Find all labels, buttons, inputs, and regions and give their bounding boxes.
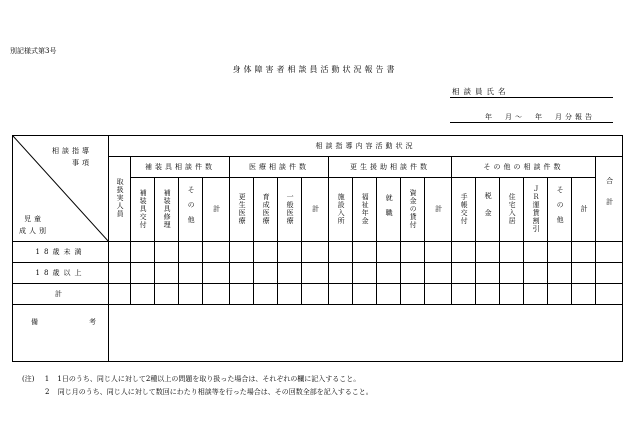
data-cell[interactable] bbox=[179, 284, 203, 305]
col-label: 税金 bbox=[484, 191, 493, 226]
data-cell[interactable] bbox=[377, 242, 401, 263]
data-cell[interactable] bbox=[329, 284, 353, 305]
note-1 bbox=[22, 374, 360, 384]
data-cell[interactable] bbox=[109, 263, 131, 284]
data-cell[interactable] bbox=[425, 263, 452, 284]
data-cell[interactable] bbox=[425, 284, 452, 305]
table-row-18-and-over bbox=[13, 263, 623, 284]
data-cell[interactable] bbox=[377, 284, 401, 305]
row-label-under-18: 18歳未満 bbox=[13, 242, 109, 263]
col-takeover-label: 取扱実人員 bbox=[116, 178, 125, 218]
col-label: 補装具修理 bbox=[163, 188, 172, 229]
counselor-name-label: 相談員氏名 bbox=[452, 87, 510, 96]
table-row-under-18 bbox=[13, 242, 623, 263]
table-row-total bbox=[13, 284, 623, 305]
data-cell[interactable] bbox=[572, 242, 596, 263]
data-cell[interactable] bbox=[353, 263, 377, 284]
col-label: 計 bbox=[580, 204, 589, 213]
data-cell[interactable] bbox=[548, 284, 572, 305]
data-cell[interactable] bbox=[278, 263, 302, 284]
data-cell[interactable] bbox=[203, 284, 230, 305]
data-cell[interactable] bbox=[109, 284, 131, 305]
col-header bbox=[278, 178, 302, 242]
col-header bbox=[500, 178, 524, 242]
data-cell[interactable] bbox=[179, 263, 203, 284]
data-cell[interactable] bbox=[278, 284, 302, 305]
note-2-number: 2 bbox=[45, 388, 50, 396]
data-cell[interactable] bbox=[109, 242, 131, 263]
data-cell[interactable] bbox=[401, 263, 425, 284]
data-cell[interactable] bbox=[452, 284, 476, 305]
data-cell[interactable] bbox=[500, 284, 524, 305]
col-header bbox=[476, 178, 500, 242]
data-cell[interactable] bbox=[596, 242, 623, 263]
data-cell[interactable] bbox=[476, 263, 500, 284]
col-label: 就職 bbox=[385, 193, 394, 224]
col-header bbox=[401, 178, 425, 242]
data-cell[interactable] bbox=[524, 263, 548, 284]
col-header bbox=[572, 178, 596, 242]
data-cell[interactable] bbox=[548, 263, 572, 284]
main-header-cell: 相談指導内容活動状況 bbox=[109, 136, 623, 157]
col-header bbox=[329, 178, 353, 242]
data-cell[interactable] bbox=[203, 263, 230, 284]
data-cell[interactable] bbox=[401, 242, 425, 263]
data-cell[interactable] bbox=[155, 263, 179, 284]
form-number: 別記様式第3号 bbox=[10, 47, 57, 55]
col-label: 資金の貸付 bbox=[409, 188, 418, 229]
remarks-label-2: 考 bbox=[89, 318, 96, 326]
data-cell[interactable] bbox=[452, 263, 476, 284]
col-label: その他 bbox=[556, 186, 565, 231]
col-header bbox=[131, 178, 155, 242]
data-cell[interactable] bbox=[131, 242, 155, 263]
col-label: ＪＲ運賃割引 bbox=[532, 184, 541, 233]
group-rehab-support-header: 更生援助相談件数 bbox=[329, 157, 452, 178]
corner-top-line-2: 事項 bbox=[72, 158, 92, 167]
data-cell[interactable] bbox=[254, 284, 278, 305]
col-header bbox=[548, 178, 572, 242]
col-label: 更生医療 bbox=[238, 192, 247, 225]
activity-table bbox=[12, 135, 623, 362]
data-cell[interactable] bbox=[596, 284, 623, 305]
col-header bbox=[302, 178, 329, 242]
col-takeover-cell bbox=[109, 157, 131, 242]
report-period-label: 年 月〜 年 月分報告 bbox=[485, 113, 595, 121]
data-cell[interactable] bbox=[353, 242, 377, 263]
data-cell[interactable] bbox=[452, 242, 476, 263]
remarks-label-1: 備 bbox=[31, 318, 38, 326]
document-title: 身体障害者相談員活動状況報告書 bbox=[232, 65, 398, 74]
data-cell[interactable] bbox=[131, 263, 155, 284]
data-cell[interactable] bbox=[524, 242, 548, 263]
data-cell[interactable] bbox=[401, 284, 425, 305]
data-cell[interactable] bbox=[476, 242, 500, 263]
col-label: 施設入所 bbox=[337, 192, 346, 225]
data-cell[interactable] bbox=[230, 242, 254, 263]
data-cell[interactable] bbox=[302, 284, 329, 305]
data-cell[interactable] bbox=[596, 263, 623, 284]
col-header bbox=[203, 178, 230, 242]
remarks-input-area[interactable] bbox=[109, 305, 623, 362]
note-1-number: 1 bbox=[44, 375, 50, 383]
col-header bbox=[254, 178, 278, 242]
data-cell[interactable] bbox=[425, 242, 452, 263]
table-row-remarks bbox=[13, 305, 623, 362]
data-cell[interactable] bbox=[230, 284, 254, 305]
data-cell[interactable] bbox=[572, 284, 596, 305]
counselor-name-line bbox=[450, 97, 613, 98]
corner-top-line-1: 相談指導 bbox=[52, 147, 92, 155]
data-cell[interactable] bbox=[278, 242, 302, 263]
data-cell[interactable] bbox=[377, 263, 401, 284]
remarks-label-cell bbox=[13, 305, 109, 362]
data-cell[interactable] bbox=[476, 284, 500, 305]
data-cell[interactable] bbox=[155, 284, 179, 305]
row-label-total: 計 bbox=[13, 284, 109, 305]
col-header bbox=[230, 178, 254, 242]
col-label: 福祉年金 bbox=[361, 192, 370, 225]
corner-bottom-line-1: 児童 bbox=[24, 215, 44, 223]
col-label: 育成医療 bbox=[262, 192, 271, 225]
col-header bbox=[425, 178, 452, 242]
data-cell[interactable] bbox=[131, 284, 155, 305]
data-cell[interactable] bbox=[254, 263, 278, 284]
row-label-18-and-over: 18歳以上 bbox=[13, 263, 109, 284]
col-header bbox=[524, 178, 548, 242]
col-grand-total-cell bbox=[596, 157, 623, 242]
note-2-text: 同じ月のうち、同じ人に対して数回にわたり相談等を行った場合は、その回数全部を記入すること。 bbox=[57, 388, 373, 396]
group-medical-header: 医療相談件数 bbox=[230, 157, 329, 178]
col-label: その他 bbox=[187, 186, 196, 231]
data-cell[interactable] bbox=[230, 263, 254, 284]
data-cell[interactable] bbox=[179, 242, 203, 263]
corner-bottom-line-2: 成人別 bbox=[19, 226, 49, 235]
corner-header-cell bbox=[13, 136, 109, 242]
col-grand-total-label: 合計 bbox=[605, 177, 614, 219]
col-label: 手帳交付 bbox=[460, 192, 469, 225]
col-label: 一般医療 bbox=[286, 192, 295, 225]
note-2 bbox=[45, 387, 373, 397]
col-label: 計 bbox=[434, 204, 443, 213]
col-label: 計 bbox=[311, 204, 320, 213]
col-label: 住宅入居 bbox=[508, 192, 517, 225]
data-cell[interactable] bbox=[203, 242, 230, 263]
data-cell[interactable] bbox=[329, 242, 353, 263]
col-header bbox=[179, 178, 203, 242]
data-cell[interactable] bbox=[524, 284, 548, 305]
data-cell[interactable] bbox=[302, 263, 329, 284]
data-cell[interactable] bbox=[329, 263, 353, 284]
col-label: 計 bbox=[212, 204, 221, 213]
data-cell[interactable] bbox=[500, 263, 524, 284]
data-cell[interactable] bbox=[500, 242, 524, 263]
report-period-line bbox=[450, 122, 613, 123]
col-header bbox=[155, 178, 179, 242]
note-1-text: 1日のうち、同じ人に対して2種以上の問題を取り扱った場合は、それぞれの欄に記入すること。 bbox=[57, 375, 361, 383]
group-prosthetic-header: 補装具相談件数 bbox=[131, 157, 230, 178]
group-other-header: その他の相談件数 bbox=[452, 157, 596, 178]
col-header bbox=[377, 178, 401, 242]
data-cell[interactable] bbox=[572, 263, 596, 284]
col-label: 補装具交付 bbox=[139, 188, 148, 229]
data-cell[interactable] bbox=[302, 242, 329, 263]
data-cell[interactable] bbox=[254, 242, 278, 263]
note-1-mark: (注) bbox=[22, 375, 35, 383]
data-cell[interactable] bbox=[548, 242, 572, 263]
data-cell[interactable] bbox=[155, 242, 179, 263]
data-cell[interactable] bbox=[353, 284, 377, 305]
col-header bbox=[452, 178, 476, 242]
col-header bbox=[353, 178, 377, 242]
